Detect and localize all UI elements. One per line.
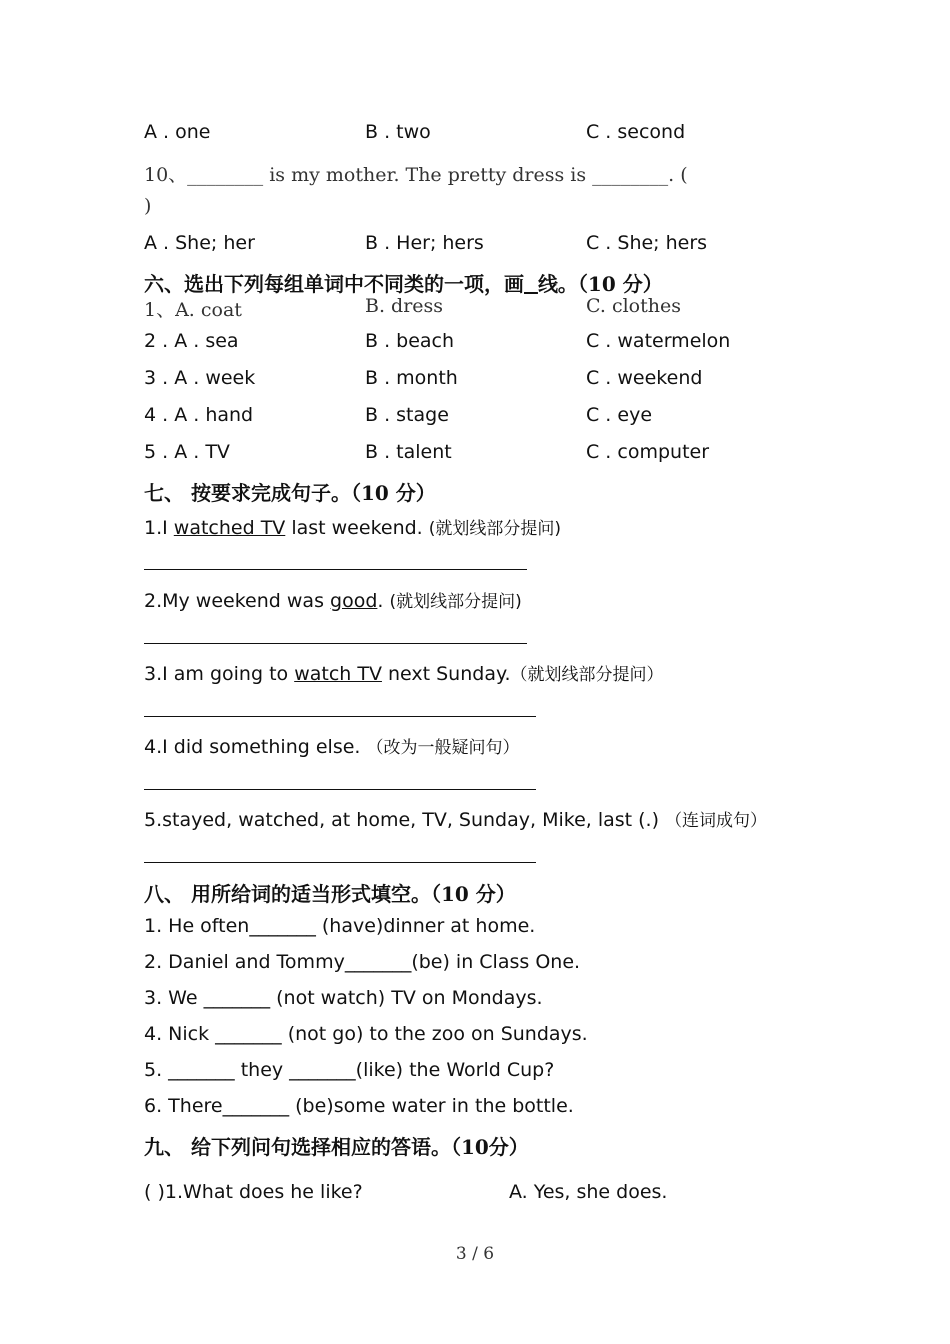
s9-question-1: ( )1.What does he like? bbox=[144, 1181, 363, 1203]
s6-row5-a: 5 . A . TV bbox=[144, 441, 230, 463]
s9-answer-a: A. Yes, she does. bbox=[509, 1181, 668, 1203]
section6-heading-blank bbox=[524, 272, 538, 296]
s7-item1-underlined: watched TV bbox=[173, 517, 286, 539]
s7-item1: 1.I watched TV last weekend. (就划线部分提问) bbox=[144, 517, 562, 539]
s6-row4-c: C . eye bbox=[586, 404, 653, 426]
s6-row3-b: B . month bbox=[365, 367, 458, 389]
q9-option-c: C . second bbox=[586, 121, 686, 143]
s7-answer-line-4[interactable] bbox=[144, 789, 536, 790]
q10-stem: 10、________ is my mother. The pretty dress is ________. ( bbox=[144, 164, 688, 186]
s6-row3-a: 3 . A . week bbox=[144, 367, 256, 389]
s7-item2: 2.My weekend was good. (就划线部分提问) bbox=[144, 590, 522, 612]
s8-item6: 6. There_______ (be)some water in the bottle. bbox=[144, 1095, 574, 1117]
q9-option-b: B . two bbox=[365, 121, 431, 143]
q10-option-c: C . She; hers bbox=[586, 232, 708, 254]
s6-row2-c: C . watermelon bbox=[586, 330, 731, 352]
s6-row3-c: C . weekend bbox=[586, 367, 703, 389]
s8-item1: 1. He often_______ (have)dinner at home. bbox=[144, 915, 536, 937]
s8-item5: 5. _______ they _______(like) the World Cup? bbox=[144, 1059, 555, 1081]
section9-heading: 九、 给下列问句选择相应的答语。（10分） bbox=[144, 1135, 529, 1159]
s6-row1-c: C. clothes bbox=[586, 295, 681, 317]
s8-item3: 3. We _______ (not watch) TV on Mondays. bbox=[144, 987, 543, 1009]
s7-answer-line-2[interactable] bbox=[144, 643, 527, 644]
s7-item3-underlined: watch TV bbox=[294, 663, 382, 685]
s6-row2-b: B . beach bbox=[365, 330, 455, 352]
s7-item3-note: （就划线部分提问） bbox=[510, 665, 664, 685]
q10-option-b: B . Her; hers bbox=[365, 232, 484, 254]
s8-item4: 4. Nick _______ (not go) to the zoo on Sundays. bbox=[144, 1023, 588, 1045]
s7-item2-note: (就划线部分提问) bbox=[389, 592, 522, 612]
s7-answer-line-3[interactable] bbox=[144, 716, 536, 717]
s6-row4-a: 4 . A . hand bbox=[144, 404, 254, 426]
q10-close-paren: ) bbox=[144, 195, 152, 217]
s8-item2: 2. Daniel and Tommy_______(be) in Class One. bbox=[144, 951, 581, 973]
s6-row1-b: B. dress bbox=[365, 295, 444, 317]
section7-heading: 七、 按要求完成句子。（10 分） bbox=[144, 481, 436, 505]
s7-item3: 3.I am going to watch TV next Sunday.（就划线部分提问） bbox=[144, 663, 664, 685]
section6-heading bbox=[144, 268, 663, 297]
section6-heading-text: 六、选出下列每组单词中不同类的一项，画 bbox=[144, 272, 524, 296]
s6-row5-c: C . computer bbox=[586, 441, 710, 463]
page-number: 3 / 6 bbox=[455, 1244, 495, 1264]
s6-row4-b: B . stage bbox=[365, 404, 449, 426]
s7-item5: 5.stayed, watched, at home, TV, Sunday, Mike, last (.) （连词成句） bbox=[144, 809, 768, 831]
q10-option-a: A . She; her bbox=[144, 232, 255, 254]
s7-item1-note: (就划线部分提问) bbox=[428, 519, 562, 539]
s7-item2-underlined: good bbox=[330, 590, 378, 612]
section6-heading-score: 线。（10 分） bbox=[537, 272, 663, 296]
s6-row1-a: 1、A. coat bbox=[144, 299, 242, 321]
s6-row5-b: B . talent bbox=[365, 441, 452, 463]
s7-item5-note: （连词成句） bbox=[665, 811, 768, 831]
s7-answer-line-5[interactable] bbox=[144, 862, 536, 863]
s7-answer-line-1[interactable] bbox=[144, 569, 527, 570]
q9-option-a: A . one bbox=[144, 121, 211, 143]
s7-item4: 4.I did something else. （改为一般疑问句） bbox=[144, 736, 520, 758]
s6-row2-a: 2 . A . sea bbox=[144, 330, 239, 352]
s7-item4-note: （改为一般疑问句） bbox=[366, 738, 520, 758]
section8-heading: 八、 用所给词的适当形式填空。（10 分） bbox=[144, 882, 516, 906]
